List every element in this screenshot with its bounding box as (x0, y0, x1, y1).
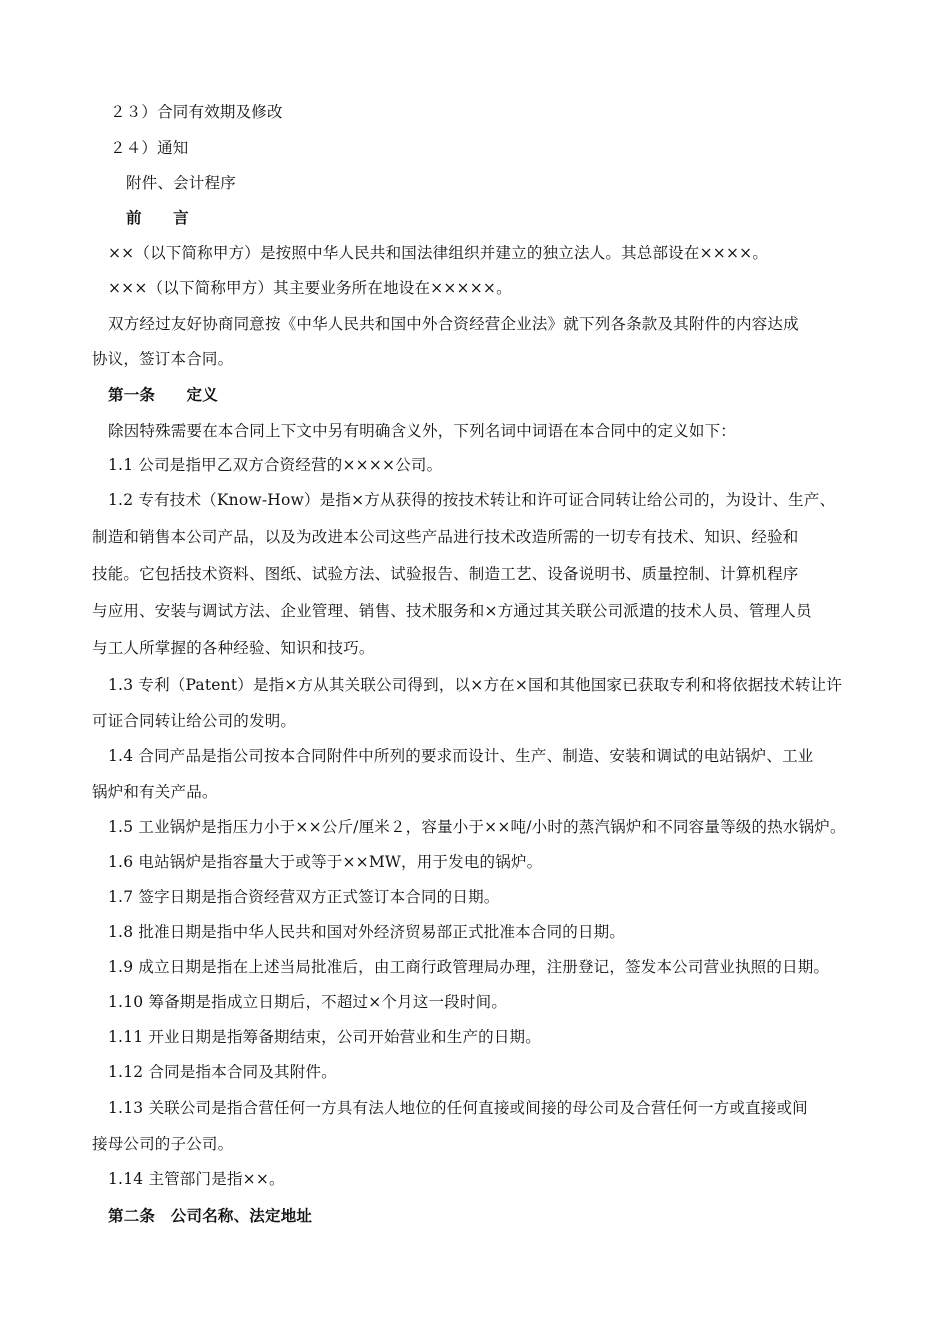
party-a-intro: ××（以下简称甲方）是按照中华人民共和国法律组织并建立的独立法人。其总部设在××××。 (108, 244, 769, 262)
definition-1-12: 1.12 合同是指本合同及其附件。 (108, 1063, 337, 1081)
toc-item-24: ２４）通知 (110, 139, 189, 157)
definition-1-11: 1.11 开业日期是指筹备期结束，公司开始营业和生产的日期。 (108, 1028, 541, 1046)
definition-1-13-line: 接母公司的子公司。 (92, 1135, 234, 1153)
definition-1-6: 1.6 电站锅炉是指容量大于或等于××MW，用于发电的锅炉。 (108, 853, 543, 871)
definition-1-7: 1.7 签字日期是指合资经营双方正式签订本合同的日期。 (108, 888, 500, 906)
article-2-heading: 第二条 公司名称、法定地址 (108, 1206, 313, 1225)
definition-1-13-line: 1.13 关联公司是指合营任何一方具有法人地位的任何直接或间接的母公司及合营任何一方或直接或间 (108, 1099, 808, 1117)
agreement-paragraph-line: 双方经过友好协商同意按《中华人民共和国中外合资经营企业法》就下列各条款及其附件的内容达成 (108, 315, 799, 333)
definitions-intro: 除因特殊需要在本合同上下文中另有明确含义外，下列名词中词语在本合同中的定义如下： (108, 422, 737, 440)
definition-1-4-line: 锅炉和有关产品。 (92, 783, 218, 801)
definition-1-1: 1.1 公司是指甲乙双方合资经营的××××公司。 (108, 456, 443, 474)
party-b-intro: ×××（以下简称甲方）其主要业务所在地设在×××××。 (108, 279, 512, 297)
definition-1-2-line: 与工人所掌握的各种经验、知识和技巧。 (92, 639, 375, 657)
definition-1-8: 1.8 批准日期是指中华人民共和国对外经济贸易部正式批准本合同的日期。 (108, 923, 626, 941)
definition-1-3-line: 1.3 专利（Patent）是指×方从其关联公司得到，以×方在×国和其他国家已获取专利和将依据技术转让许 (108, 676, 843, 694)
toc-item-23: ２３）合同有效期及修改 (110, 103, 283, 121)
agreement-paragraph-line: 协议，签订本合同。 (92, 350, 234, 368)
definition-1-2-line: 1.2 专有技术（Know-How）是指×方从获得的按技术转让和许可证合同转让给公司的，为设计、生产、 (108, 491, 836, 509)
toc-appendix: 附件、会计程序 (126, 174, 236, 192)
definition-1-5: 1.5 工业锅炉是指压力小于××公斤/厘米２，容量小于××吨/小时的蒸汽锅炉和不同容量等级的热水锅炉。 (108, 818, 846, 836)
article-1-heading: 第一条 定义 (108, 385, 218, 404)
definition-1-9: 1.9 成立日期是指在上述当局批准后，由工商行政管理局办理，注册登记，签发本公司营业执照的日期。 (108, 958, 830, 976)
definition-1-4-line: 1.4 合同产品是指公司按本合同附件中所列的要求而设计、生产、制造、安装和调试的电站锅炉、工业 (108, 747, 814, 765)
preface-heading: 前 言 (126, 208, 189, 227)
definition-1-2-line: 技能。它包括技术资料、图纸、试验方法、试验报告、制造工艺、设备说明书、质量控制、计算机程序 (92, 565, 799, 583)
definition-1-2-line: 与应用、安装与调试方法、企业管理、销售、技术服务和×方通过其关联公司派遣的技术人员、管理人员 (92, 602, 812, 620)
definition-1-2-line: 制造和销售本公司产品，以及为改进本公司这些产品进行技术改造所需的一切专有技术、知识、经验和 (92, 528, 799, 546)
definition-1-14: 1.14 主管部门是指××。 (108, 1170, 285, 1188)
definition-1-3-line: 可证合同转让给公司的发明。 (92, 712, 297, 730)
definition-1-10: 1.10 筹备期是指成立日期后，不超过×个月这一段时间。 (108, 993, 508, 1011)
